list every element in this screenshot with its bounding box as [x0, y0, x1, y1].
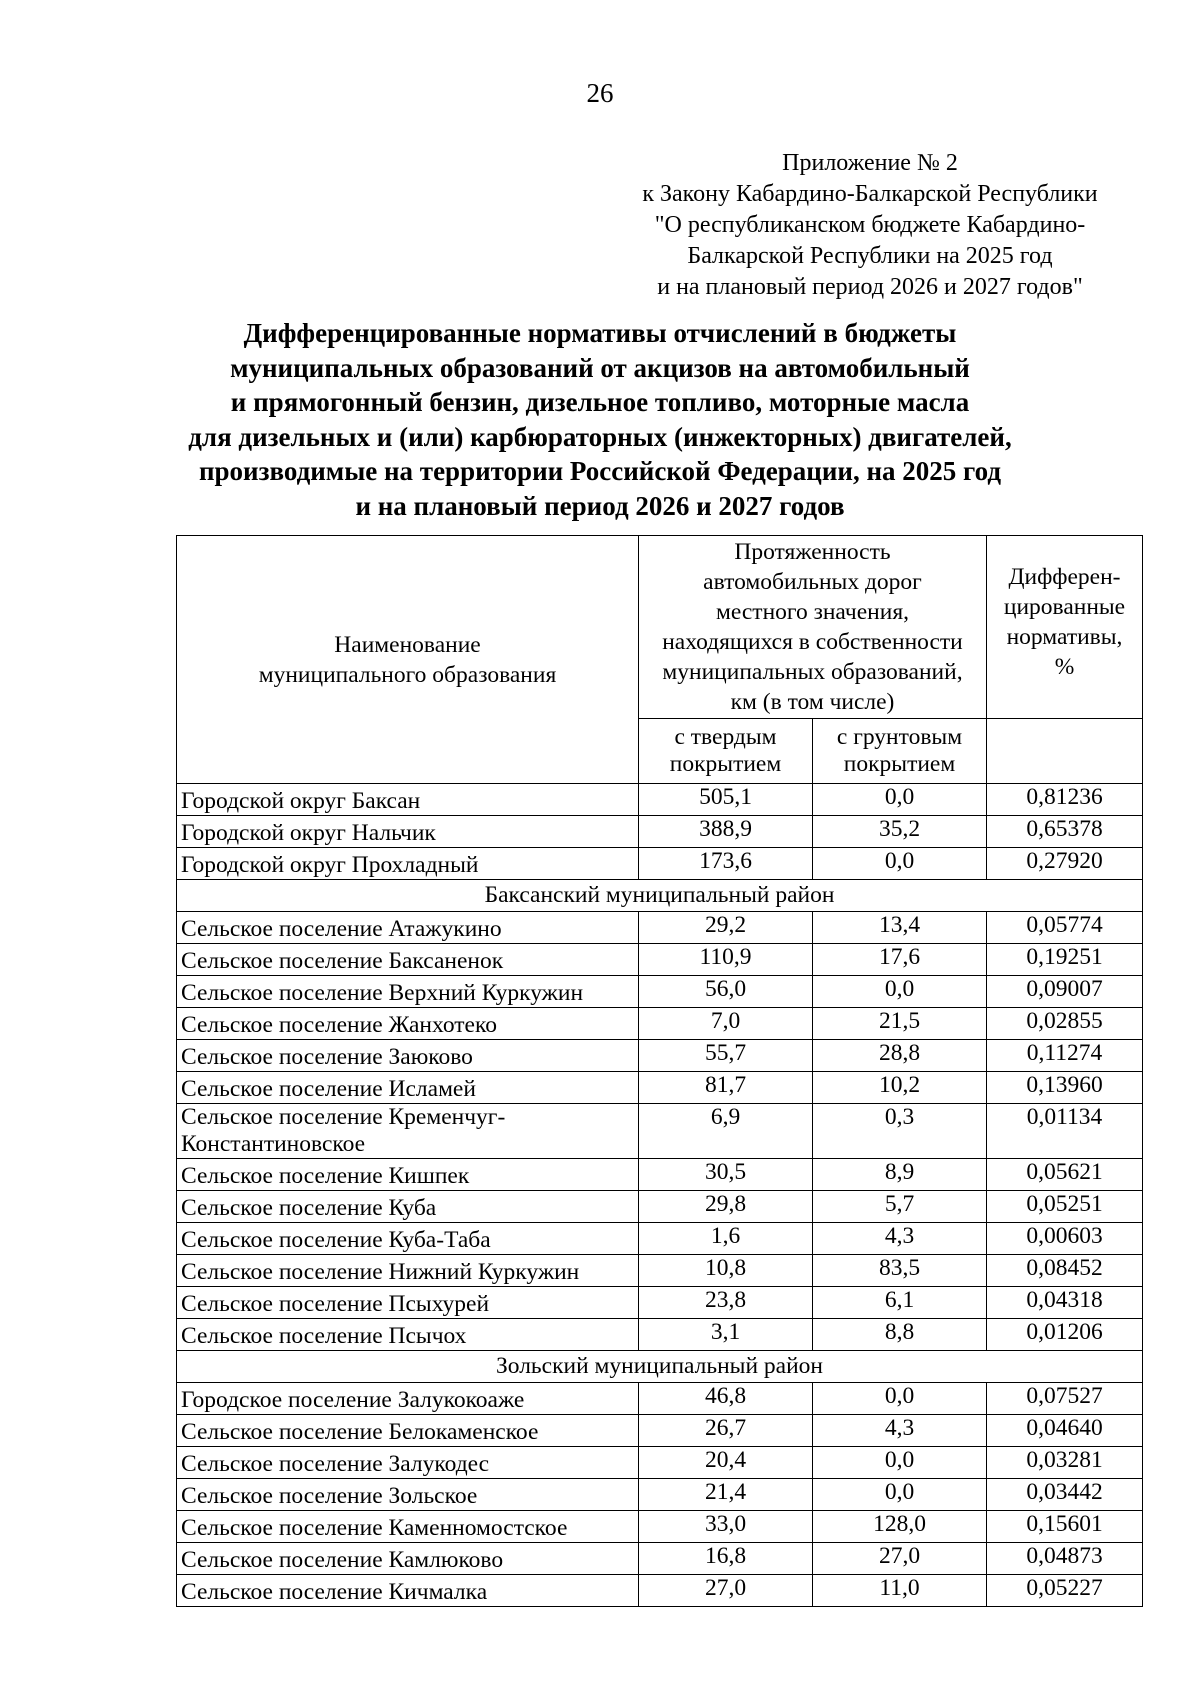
municipality-name: Сельское поселение Куба-Таба — [177, 1223, 639, 1255]
dirt-surface-km: 21,5 — [813, 1008, 987, 1040]
header-norm-line: цированные — [1003, 594, 1126, 620]
header-name-line: муниципального образования — [258, 661, 557, 688]
dirt-surface-km: 0,0 — [813, 848, 987, 880]
appendix-line: "О республиканском бюджете Кабардино- — [654, 212, 1086, 238]
table-row — [177, 944, 1143, 976]
dirt-surface-km: 27,0 — [813, 1543, 987, 1575]
hard-surface-km: 7,0 — [639, 1008, 813, 1040]
norm-percent: 0,05251 — [987, 1191, 1143, 1223]
title-line: и на плановый период 2026 и 2027 годов — [355, 490, 845, 521]
norm-percent: 0,03281 — [987, 1447, 1143, 1479]
document-title — [60, 316, 1140, 523]
hard-surface-km: 55,7 — [639, 1040, 813, 1072]
header-norm-line: % — [1054, 654, 1075, 680]
page-number: 26 — [586, 78, 614, 108]
table-row — [177, 1104, 1143, 1159]
dirt-surface-km: 28,8 — [813, 1040, 987, 1072]
norm-percent: 0,81236 — [987, 784, 1143, 816]
norm-percent: 0,09007 — [987, 976, 1143, 1008]
title-line: и прямогонный бензин, дизельное топливо, моторные масла — [230, 387, 970, 417]
norm-percent: 0,19251 — [987, 944, 1143, 976]
header-length-line: муниципальных образований, — [662, 659, 963, 685]
norm-percent: 0,04873 — [987, 1543, 1143, 1575]
hard-surface-km: 505,1 — [639, 784, 813, 816]
section-row — [177, 880, 1143, 912]
dirt-surface-km: 83,5 — [813, 1255, 987, 1287]
municipality-name: Городской округ Нальчик — [177, 816, 639, 848]
hard-surface-km: 20,4 — [639, 1447, 813, 1479]
municipality-name: Сельское поселение Заюково — [177, 1040, 639, 1072]
title-line: Дифференцированные нормативы отчислений в бюджеты — [243, 318, 957, 348]
hard-surface-km: 1,6 — [639, 1223, 813, 1255]
table-row — [177, 1040, 1143, 1072]
table-row — [177, 1543, 1143, 1575]
appendix-line: к Закону Кабардино-Балкарской Республики — [642, 181, 1098, 207]
norm-percent: 0,65378 — [987, 816, 1143, 848]
municipality-name: Городской округ Баксан — [177, 784, 639, 816]
norm-percent: 0,02855 — [987, 1008, 1143, 1040]
appendix-line: Приложение № 2 — [782, 150, 958, 176]
table-row — [177, 816, 1143, 848]
norm-percent: 0,04318 — [987, 1287, 1143, 1319]
hard-surface-km: 16,8 — [639, 1543, 813, 1575]
appendix-line: Балкарской Республики на 2025 год — [687, 243, 1053, 269]
title-line: муниципальных образований от акцизов на автомобильный — [230, 352, 970, 383]
table-row — [177, 1415, 1143, 1447]
municipality-name: Сельское поселение Исламей — [177, 1072, 639, 1104]
dirt-surface-km: 6,1 — [813, 1287, 987, 1319]
header-norm — [987, 536, 1143, 719]
table-row — [177, 1479, 1143, 1511]
municipality-name: Сельское поселение Куба — [177, 1191, 639, 1223]
dirt-surface-km: 0,3 — [813, 1104, 987, 1159]
dirt-surface-km: 10,2 — [813, 1072, 987, 1104]
norm-percent: 0,01134 — [987, 1104, 1143, 1159]
hard-surface-km: 6,9 — [639, 1104, 813, 1159]
header-dirt — [813, 719, 987, 784]
norm-percent: 0,00603 — [987, 1223, 1143, 1255]
municipality-name: Сельское поселение Каменномостское — [177, 1511, 639, 1543]
dirt-surface-km: 4,3 — [813, 1223, 987, 1255]
table-row — [177, 1319, 1143, 1351]
municipality-name: Сельское поселение Жанхотеко — [177, 1008, 639, 1040]
dirt-surface-km: 8,9 — [813, 1159, 987, 1191]
hard-surface-km: 21,4 — [639, 1479, 813, 1511]
norm-percent: 0,03442 — [987, 1479, 1143, 1511]
table-row — [177, 1383, 1143, 1415]
hard-surface-km: 29,8 — [639, 1191, 813, 1223]
municipality-name: Сельское поселение Баксаненок — [177, 944, 639, 976]
table-row — [177, 1575, 1143, 1607]
header-length-line: Протяженность — [734, 539, 891, 565]
section-title: Баксанский муниципальный район — [177, 880, 1143, 912]
title-line: производимые на территории Российской Федерации, на 2025 год — [198, 456, 1001, 486]
table-row — [177, 1159, 1143, 1191]
section-row — [177, 1351, 1143, 1383]
table-row — [177, 1072, 1143, 1104]
hard-surface-km: 27,0 — [639, 1575, 813, 1607]
municipality-name: Сельское поселение Кичмалка — [177, 1575, 639, 1607]
hard-surface-km: 110,9 — [639, 944, 813, 976]
hard-surface-km: 23,8 — [639, 1287, 813, 1319]
dirt-surface-km: 0,0 — [813, 1479, 987, 1511]
header-name-line: Наименование — [334, 631, 481, 658]
norm-percent: 0,27920 — [987, 848, 1143, 880]
municipality-name: Сельское поселение Кременчуг-Константиновское — [177, 1104, 639, 1159]
norms-table — [176, 535, 1143, 1607]
hard-surface-km: 3,1 — [639, 1319, 813, 1351]
dirt-surface-km: 4,3 — [813, 1415, 987, 1447]
table-body — [177, 784, 1143, 1607]
appendix-block — [620, 148, 1120, 303]
header-name — [177, 536, 639, 784]
header-dirt-line: покрытием — [843, 751, 956, 777]
table-row — [177, 1223, 1143, 1255]
dirt-surface-km: 128,0 — [813, 1511, 987, 1543]
municipality-name: Сельское поселение Камлюково — [177, 1543, 639, 1575]
municipality-name: Сельское поселение Псычох — [177, 1319, 639, 1351]
header-length-line: местного значения, — [715, 599, 910, 625]
hard-surface-km: 30,5 — [639, 1159, 813, 1191]
hard-surface-km: 29,2 — [639, 912, 813, 944]
dirt-surface-km: 13,4 — [813, 912, 987, 944]
hard-surface-km: 46,8 — [639, 1383, 813, 1415]
dirt-surface-km: 0,0 — [813, 976, 987, 1008]
hard-surface-km: 388,9 — [639, 816, 813, 848]
norm-percent: 0,07527 — [987, 1383, 1143, 1415]
hard-surface-km: 81,7 — [639, 1072, 813, 1104]
header-hard-line: с твердым — [674, 724, 777, 750]
municipality-name: Сельское поселение Белокаменское — [177, 1415, 639, 1447]
municipality-name: Сельское поселение Зольское — [177, 1479, 639, 1511]
header-hard — [639, 719, 813, 784]
norm-percent: 0,08452 — [987, 1255, 1143, 1287]
title-line: для дизельных и (или) карбюраторных (инжекторных) двигателей, — [188, 421, 1012, 452]
dirt-surface-km: 0,0 — [813, 1383, 987, 1415]
dirt-surface-km: 8,8 — [813, 1319, 987, 1351]
norm-percent: 0,11274 — [987, 1040, 1143, 1072]
norm-percent: 0,13960 — [987, 1072, 1143, 1104]
table-row — [177, 1287, 1143, 1319]
hard-surface-km: 10,8 — [639, 1255, 813, 1287]
hard-surface-km: 56,0 — [639, 976, 813, 1008]
header-norm-line: нормативы, — [1006, 624, 1123, 650]
section-title: Зольский муниципальный район — [177, 1351, 1143, 1383]
hard-surface-km: 26,7 — [639, 1415, 813, 1447]
norm-percent: 0,01206 — [987, 1319, 1143, 1351]
hard-surface-km: 33,0 — [639, 1511, 813, 1543]
dirt-surface-km: 17,6 — [813, 944, 987, 976]
table-row — [177, 1191, 1143, 1223]
table-row — [177, 1255, 1143, 1287]
norm-percent: 0,05227 — [987, 1575, 1143, 1607]
header-length-line: км (в том числе) — [730, 689, 895, 715]
dirt-surface-km: 11,0 — [813, 1575, 987, 1607]
municipality-name: Сельское поселение Залукодес — [177, 1447, 639, 1479]
header-hard-line: покрытием — [669, 751, 782, 777]
table-row — [177, 784, 1143, 816]
dirt-surface-km: 35,2 — [813, 816, 987, 848]
municipality-name: Сельское поселение Псыхурей — [177, 1287, 639, 1319]
table-row — [177, 976, 1143, 1008]
municipality-name: Сельское поселение Нижний Куркужин — [177, 1255, 639, 1287]
dirt-surface-km: 5,7 — [813, 1191, 987, 1223]
hard-surface-km: 173,6 — [639, 848, 813, 880]
table-header — [177, 536, 1143, 784]
norm-percent: 0,05621 — [987, 1159, 1143, 1191]
table-row — [177, 1008, 1143, 1040]
municipality-name: Городской округ Прохладный — [177, 848, 639, 880]
municipality-name: Городское поселение Залукокоаже — [177, 1383, 639, 1415]
norm-percent: 0,05774 — [987, 912, 1143, 944]
table-row — [177, 848, 1143, 880]
table-row — [177, 1447, 1143, 1479]
header-length — [639, 536, 987, 719]
header-length-line: автомобильных дорог — [703, 569, 922, 595]
norm-percent: 0,04640 — [987, 1415, 1143, 1447]
municipality-name: Сельское поселение Кишпек — [177, 1159, 639, 1191]
municipality-name: Сельское поселение Атажукино — [177, 912, 639, 944]
header-dirt-line: с грунтовым — [836, 724, 963, 750]
table-row — [177, 1511, 1143, 1543]
appendix-line: и на плановый период 2026 и 2027 годов" — [657, 274, 1083, 300]
dirt-surface-km: 0,0 — [813, 784, 987, 816]
table-row — [177, 912, 1143, 944]
header-norm-sub — [987, 719, 1143, 784]
dirt-surface-km: 0,0 — [813, 1447, 987, 1479]
header-length-line: находящихся в собственности — [662, 629, 963, 655]
norm-percent: 0,15601 — [987, 1511, 1143, 1543]
municipality-name: Сельское поселение Верхний Куркужин — [177, 976, 639, 1008]
header-norm-line: Дифферен- — [1008, 564, 1121, 590]
